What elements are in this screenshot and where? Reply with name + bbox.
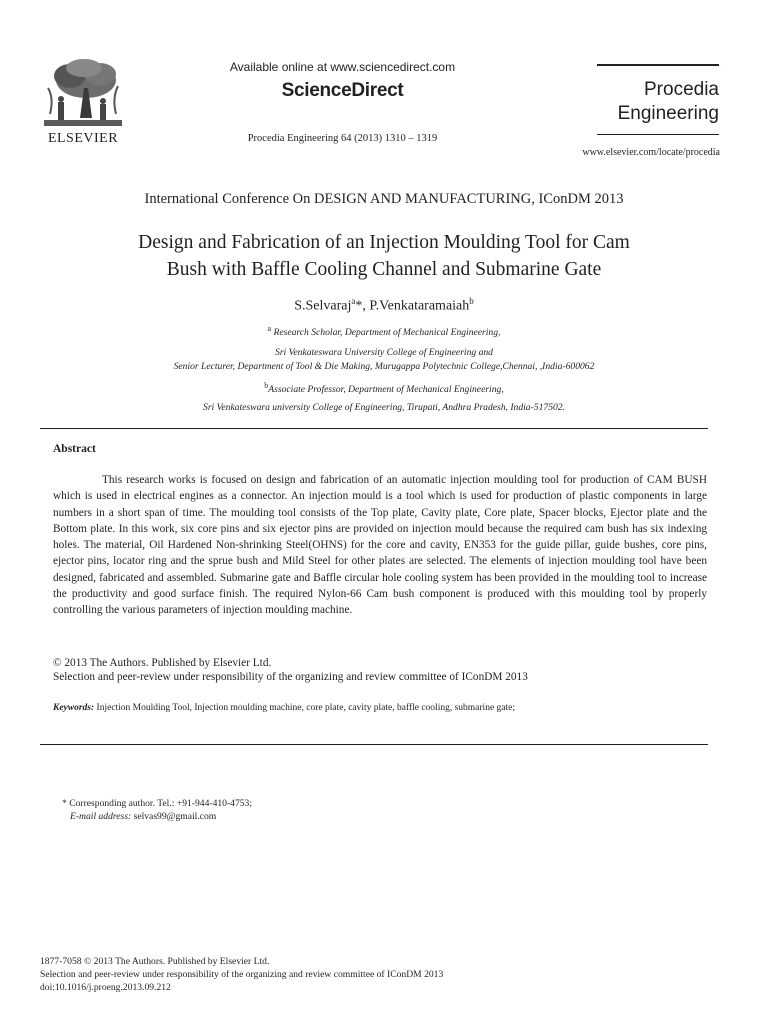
keywords-text: Injection Moulding Tool, Injection moulding machine, core plate, cavity plate, baffle cooling, submarine gate; xyxy=(94,703,515,713)
journal-name-line1: Procedia xyxy=(644,79,719,100)
affiliation-a-mark: a xyxy=(267,324,272,333)
abstract-heading: Abstract xyxy=(53,443,96,455)
issn-line: 1877-7058 © 2013 The Authors. Published by Elsevier Ltd. xyxy=(40,956,270,967)
divider-bottom xyxy=(40,744,708,745)
affiliation-a-text-1: Research Scholar, Department of Mechanical Engineering, xyxy=(273,327,501,339)
peer-review-line: Selection and peer-review under responsibility of the organizing and review committee of IConDM 2013 xyxy=(40,969,444,980)
publisher-name: ELSEVIER xyxy=(47,131,119,146)
journal-url-link[interactable]: www.elsevier.com/locate/procedia xyxy=(582,147,720,158)
journal-reference: Procedia Engineering 64 (2013) 1310 – 1319 xyxy=(247,133,438,144)
copyright-line-2: Selection and peer-review under responsibility of the organizing and review committee of IConDM 2013 xyxy=(53,671,528,683)
journal-rule-bottom xyxy=(597,134,719,135)
author-list xyxy=(0,296,768,315)
corresponding-author-footnote xyxy=(62,797,562,823)
email-address-link[interactable]: selvas99@gmail.com xyxy=(131,811,217,822)
copyright-notice xyxy=(53,656,707,684)
available-online-text: Available online at www.sciencedirect.com xyxy=(229,60,456,74)
affiliation-a-line-3: Senior Lecturer, Department of Tool & Die Making, Murugappa Polytechnic College,Chennai, ,India-600062 xyxy=(173,361,595,372)
elsevier-logo xyxy=(40,58,126,148)
paper-title xyxy=(40,229,728,283)
abstract-body: This research works is focused on design and fabrication of an automatic injection moulding tool for production of CAM BUSH which is used in electrical engines as a connector. An injection mould is a tool which is used for production of plastic components in large numbers in a short span of time. The moulding tool consists of the Top plate, Cavity plate, Core plate, Spacer blocks, Ejector plate and the Bottom plate. In this work, six core pins and six ejector pins are provided on injection mould because the required cam bush has six indexing holes. The material, Oil Hardened Non-shrinking Steel(OHNS) for the core and cavity, EN353 for the guide pillar, guide bushes, core pins, ejector pins, locator ring and the sprue bush and Mild Steel for other plates are selected. The elements of injection moulding tool have been designed, fabricated and assembled. Submarine gate and Baffle circular hole cooling system has been provided in the moulding tool to increase the productivity and good surface finish. The required Nylon-66 Cam bush component is produced with this moulding tool by properly controlling the various parameters of injection moulding machine. xyxy=(53,474,707,617)
divider-top xyxy=(40,428,708,429)
title-line-2: Bush with Baffle Cooling Channel and Submarine Gate xyxy=(166,259,602,280)
conference-name: International Conference On DESIGN AND MANUFACTURING, IConDM 2013 xyxy=(144,191,624,207)
corresponding-author-line: * Corresponding author. Tel.: +91-944-410-4753; xyxy=(62,798,253,809)
affiliation-a-line-2: Sri Venkateswara University College of Engineering and xyxy=(275,347,493,358)
affiliation-b-text-1: Associate Professor, Department of Mechanical Engineering, xyxy=(268,384,504,396)
bottom-notice xyxy=(40,955,740,994)
keywords xyxy=(53,703,713,713)
affiliation-b-line-2: Sri Venkateswara university College of Engineering, Tirupati, Andhra Pradesh, India-517502. xyxy=(203,402,565,413)
sciencedirect-brand: ScienceDirect xyxy=(281,80,404,101)
author-2-affiliation-mark: b xyxy=(469,296,474,306)
journal-name-line2: Engineering xyxy=(617,103,719,124)
author-1-affiliation-mark: a xyxy=(351,296,356,306)
affiliation-b-mark: b xyxy=(264,381,269,390)
author-2: P.Venkataramaiah xyxy=(369,298,470,314)
email-label: E-mail address: xyxy=(70,811,132,822)
affiliation-b-line-1 xyxy=(0,381,768,395)
keywords-label: Keywords: xyxy=(53,703,95,713)
affiliation-a-line-1 xyxy=(0,324,768,338)
author-1: S.Selvaraj xyxy=(294,298,352,314)
email-line xyxy=(62,810,562,823)
journal-name-box xyxy=(597,64,719,135)
elsevier-tree-icon xyxy=(40,58,126,130)
doi-link[interactable]: doi:10.1016/j.proeng.2013.09.212 xyxy=(40,982,171,993)
copyright-line-1: © 2013 The Authors. Published by Elsevier Ltd. xyxy=(53,657,272,669)
title-line-1: Design and Fabrication of an Injection Moulding Tool for Cam xyxy=(138,232,630,253)
corresponding-mark: *, xyxy=(355,298,370,314)
